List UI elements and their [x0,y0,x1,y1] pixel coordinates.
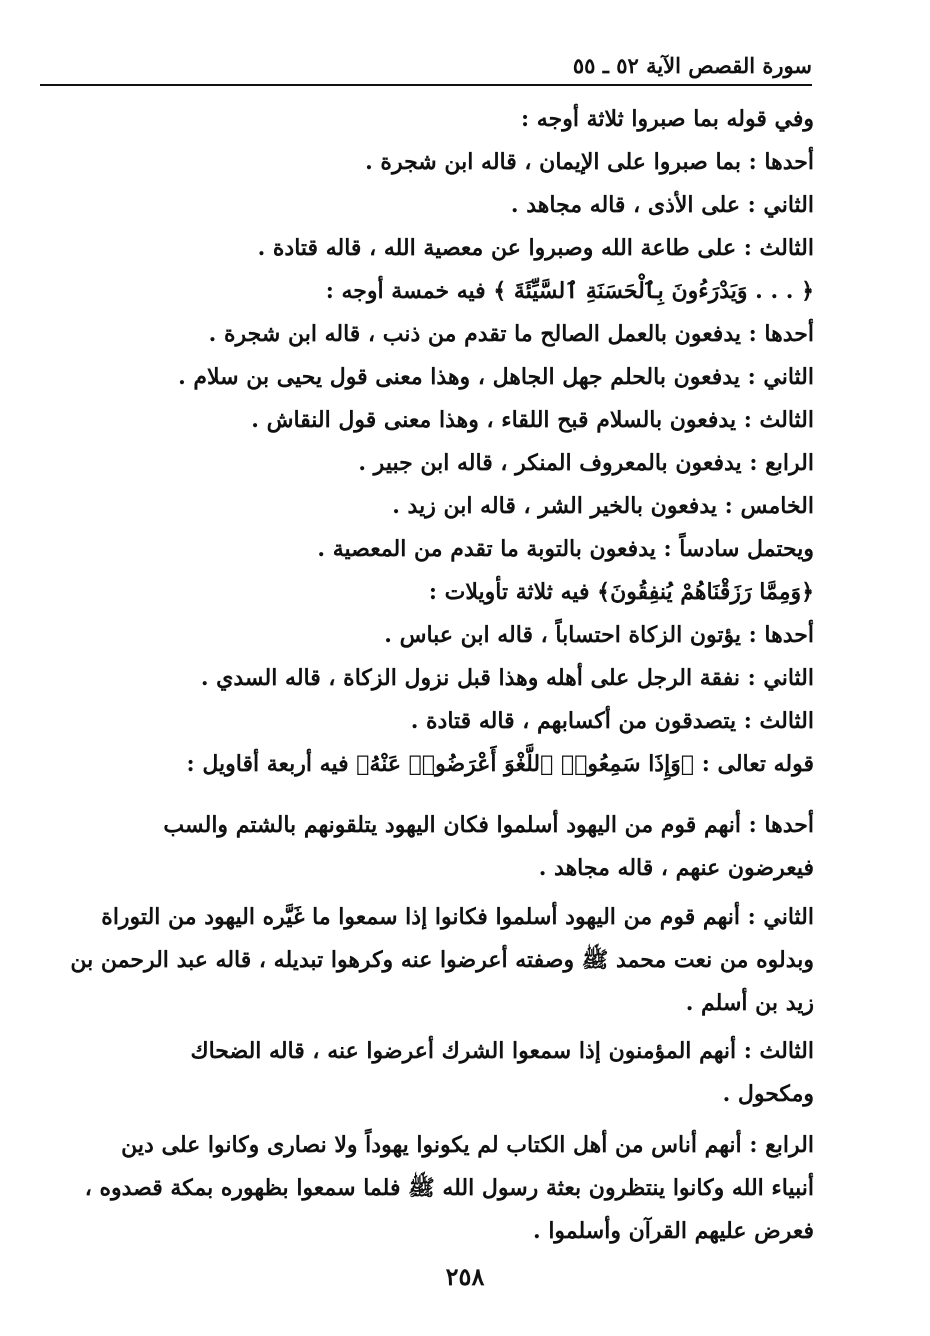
paragraph-line: ومكحول . [722,1081,814,1107]
text-line: الثالث : يتصدقون من أكسابهم ، قاله قتادة . [410,708,814,734]
paragraph-line: فيعرضون عنهم ، قاله مجاهد . [538,855,814,881]
verse-line: قوله تعالى : ﴿وَإِذَا سَمِعُوا۟ ٱللَّغْوَ أَعْرَضُوا۟ عَنْهُ﴾ فيه أربعة أقاويل : [186,751,814,777]
text-line: وفي قوله بما صبروا ثلاثة أوجه : [521,106,814,132]
text-line: الثاني : يدفعون بالحلم جهل الجاهل ، وهذا معنى قول يحيى بن سلام . [178,364,814,390]
text-line: الثالث : على طاعة الله وصبروا عن معصية الله ، قاله قتادة . [257,235,814,261]
text-line: الرابع : يدفعون بالمعروف المنكر ، قاله ابن جبير . [358,450,814,476]
paragraph-line: الرابع : أنهم أناس من أهل الكتاب لم يكونوا يهوداً ولا نصارى وكانوا على دين [121,1132,814,1158]
text-line: الثاني : نفقة الرجل على أهله وهذا قبل نزول الزكاة ، قاله السدي . [200,665,814,691]
paragraph-second [54,896,814,1025]
paragraph-line: فعرض عليهم القرآن وأسلموا . [533,1218,814,1244]
verse-line: ﴿ . . . وَيَدْرَءُونَ بِٱلْحَسَنَةِ ٱلسَّيِّئَةَ ﴾ فيه خمسة أوجه : [325,278,814,304]
paragraph-line: الثاني : أنهم قوم من اليهود أسلموا فكانوا إذا سمعوا ما غَيَّره اليهود من التوراة [101,904,814,930]
paragraph-line: وبدلوه من نعت محمد ﷺ وصفته أعرضوا عنه وكرهوا تبديله ، قاله عبد الرحمن بن [70,947,814,973]
text-line: الثالث : يدفعون بالسلام قبح اللقاء ، وهذا معنى قول النقاش . [251,407,814,433]
paragraph-line: زيد بن أسلم . [685,990,814,1016]
paragraph-line: أنبياء الله وكانوا ينتظرون بعثة رسول الله ﷺ فلما سمعوا بظهوره بمكة قصدوه ، [84,1175,814,1201]
paragraph-line: أحدها : أنهم قوم من اليهود أسلموا فكان اليهود يتلقونهم بالشتم والسب [163,812,814,838]
paragraph-third [54,1030,814,1116]
text-line: الثاني : على الأذى ، قاله مجاهد . [510,192,814,218]
paragraph-first [54,804,814,890]
text-line: أحدها : يؤتون الزكاة احتساباً ، قاله ابن عباس . [384,622,814,648]
paragraph-fourth [54,1124,814,1253]
text-line: أحدها : يدفعون بالعمل الصالح ما تقدم من ذنب ، قاله ابن شجرة . [208,321,814,347]
page-header [40,44,812,86]
paragraph-line: الثالث : أنهم المؤمنون إذا سمعوا الشرك أعرضوا عنه ، قاله الضحاك [190,1038,814,1064]
text-line: الخامس : يدفعون بالخير الشر ، قاله ابن زيد . [392,493,814,519]
page-number: ٢٥٨ [445,1262,485,1291]
text-body [124,98,814,786]
text-line: ويحتمل سادساً : يدفعون بالتوبة ما تقدم من المعصية . [317,536,814,562]
verse-line: ﴿وَمِمَّا رَزَقْنَاهُمْ يُنفِقُونَ﴾ فيه ثلاثة تأويلات : [428,579,814,605]
running-title: سورة القصص الآية ٥٢ ـ ٥٥ [572,53,812,78]
text-line: أحدها : بما صبروا على الإيمان ، قاله ابن شجرة . [365,149,814,175]
